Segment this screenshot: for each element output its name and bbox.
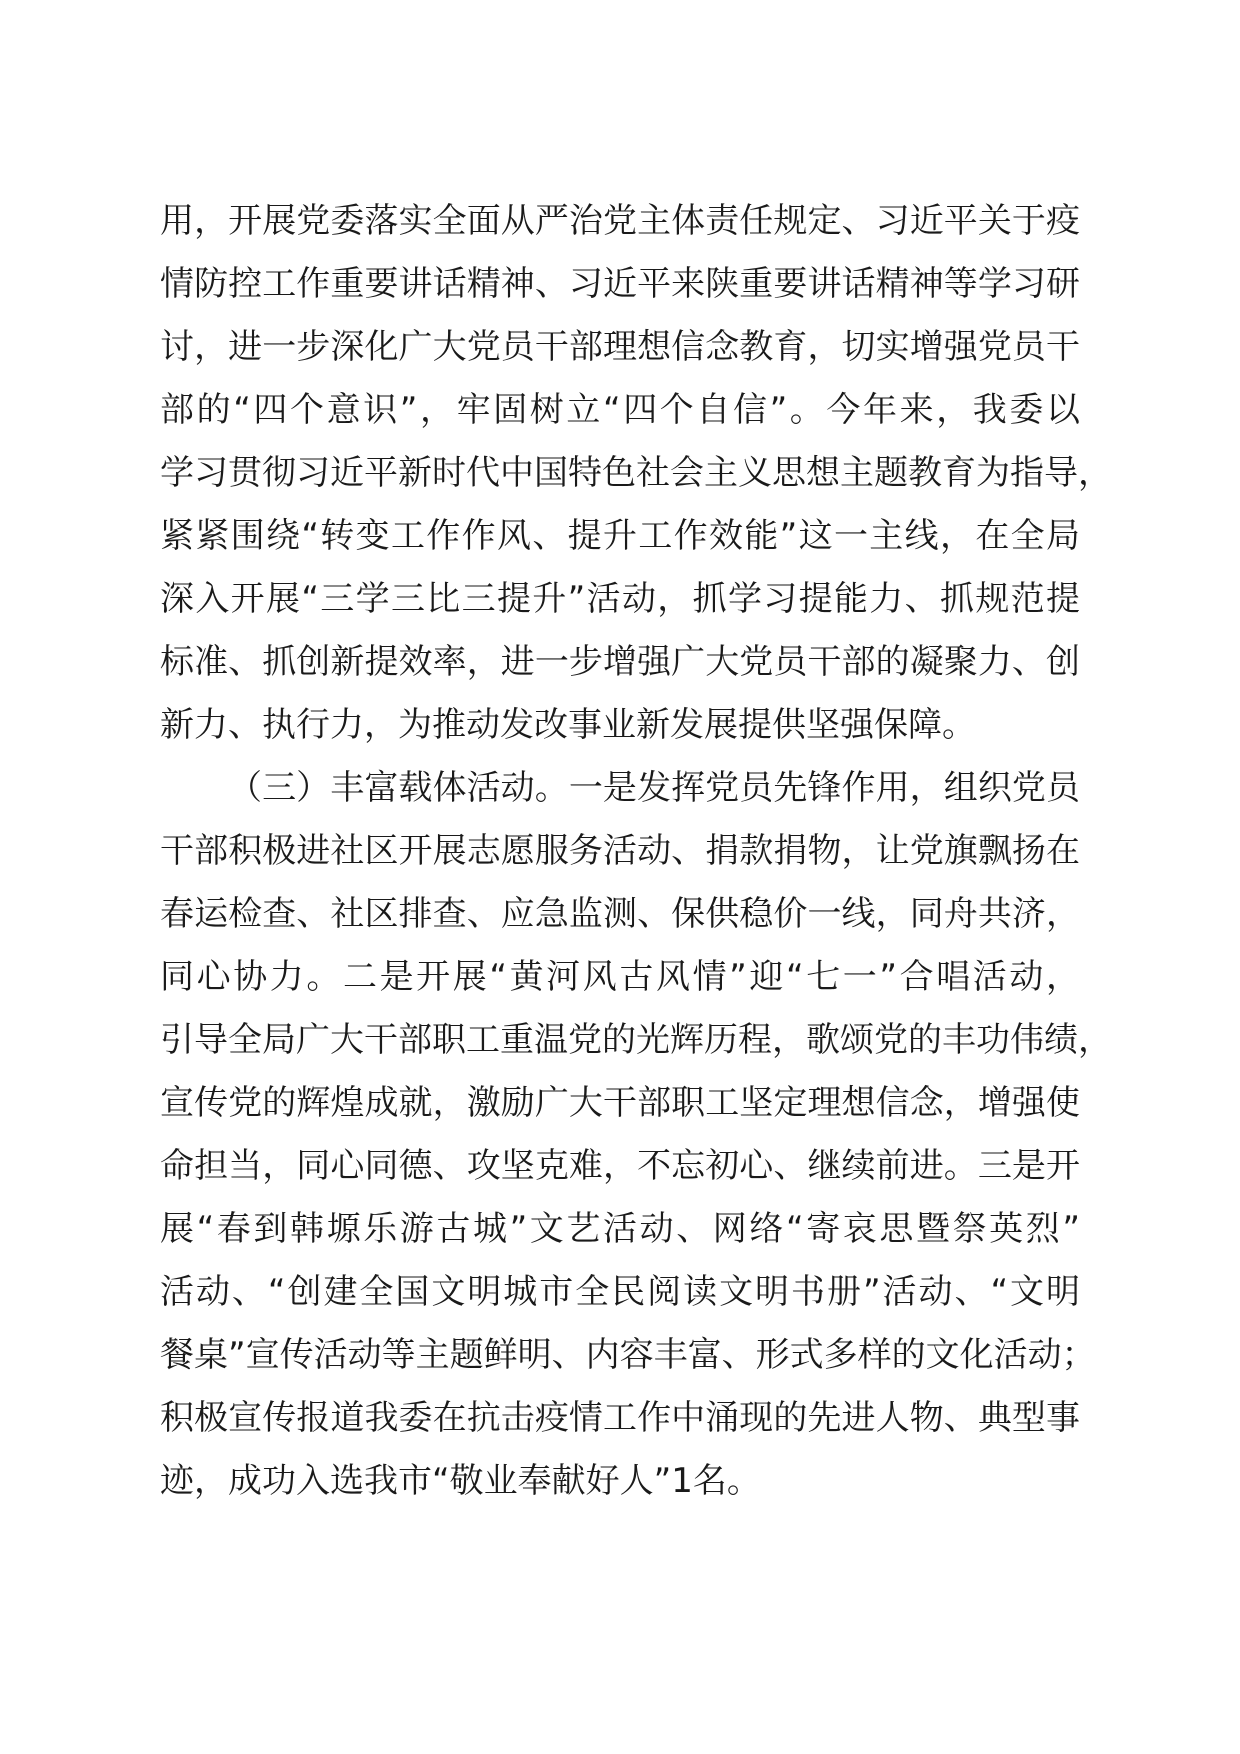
text-line: 活动、“创建全国文明城市全民阅读文明书册”活动、“文明 xyxy=(160,1272,1080,1312)
text-line: 新力、执行力，为推动发改事业新发展提供坚强保障。 xyxy=(160,705,976,745)
text-line: 餐桌”宣传活动等主题鲜明、内容丰富、形式多样的文化活动； xyxy=(160,1335,1096,1375)
paragraph-2 xyxy=(160,757,1112,1513)
section-heading-line: （三）丰富载体活动。一是发挥党员先锋作用，组织党员 xyxy=(228,768,1080,808)
text-line: 积极宣传报道我委在抗击疫情工作中涌现的先进人物、典型事 xyxy=(160,1398,1080,1438)
text-line: 讨，进一步深化广大党员干部理想信念教育，切实增强党员干 xyxy=(160,327,1080,367)
text-line: 春运检查、社区排查、应急监测、保供稳价一线，同舟共济， xyxy=(160,894,1080,934)
paragraph-1 xyxy=(160,190,1112,757)
text-line: 引导全局广大干部职工重温党的光辉历程，歌颂党的丰功伟绩， xyxy=(160,1020,1112,1060)
text-line: 深入开展“三学三比三提升”活动，抓学习提能力、抓规范提 xyxy=(160,579,1080,619)
text-line: 宣传党的辉煌成就，激励广大干部职工坚定理想信念，增强使 xyxy=(160,1083,1080,1123)
text-line: 部的“四个意识”，牢固树立“四个自信”。今年来，我委以 xyxy=(160,390,1080,430)
text-line: 干部积极进社区开展志愿服务活动、捐款捐物，让党旗飘扬在 xyxy=(160,831,1080,871)
text-line: 同心协力。二是开展“黄河风古风情”迎“七一”合唱活动， xyxy=(160,957,1080,997)
text-line: 学习贯彻习近平新时代中国特色社会主义思想主题教育为指导， xyxy=(160,453,1112,493)
text-line: 标准、抓创新提效率，进一步增强广大党员干部的凝聚力、创 xyxy=(160,642,1080,682)
text-line: 命担当，同心同德、攻坚克难，不忘初心、继续前进。三是开 xyxy=(160,1146,1080,1186)
text-line: 迹，成功入选我市“敬业奉献好人”1名。 xyxy=(160,1461,761,1501)
text-line: 情防控工作重要讲话精神、习近平来陕重要讲话精神等学习研 xyxy=(160,264,1080,304)
text-line: 紧紧围绕“转变工作作风、提升工作效能”这一主线，在全局 xyxy=(160,516,1080,556)
text-line: 用，开展党委落实全面从严治党主体责任规定、习近平关于疫 xyxy=(160,201,1080,241)
text-line: 展“春到韩塬乐游古城”文艺活动、网络“寄哀思暨祭英烈” xyxy=(160,1209,1080,1249)
body-text xyxy=(160,190,1112,1513)
